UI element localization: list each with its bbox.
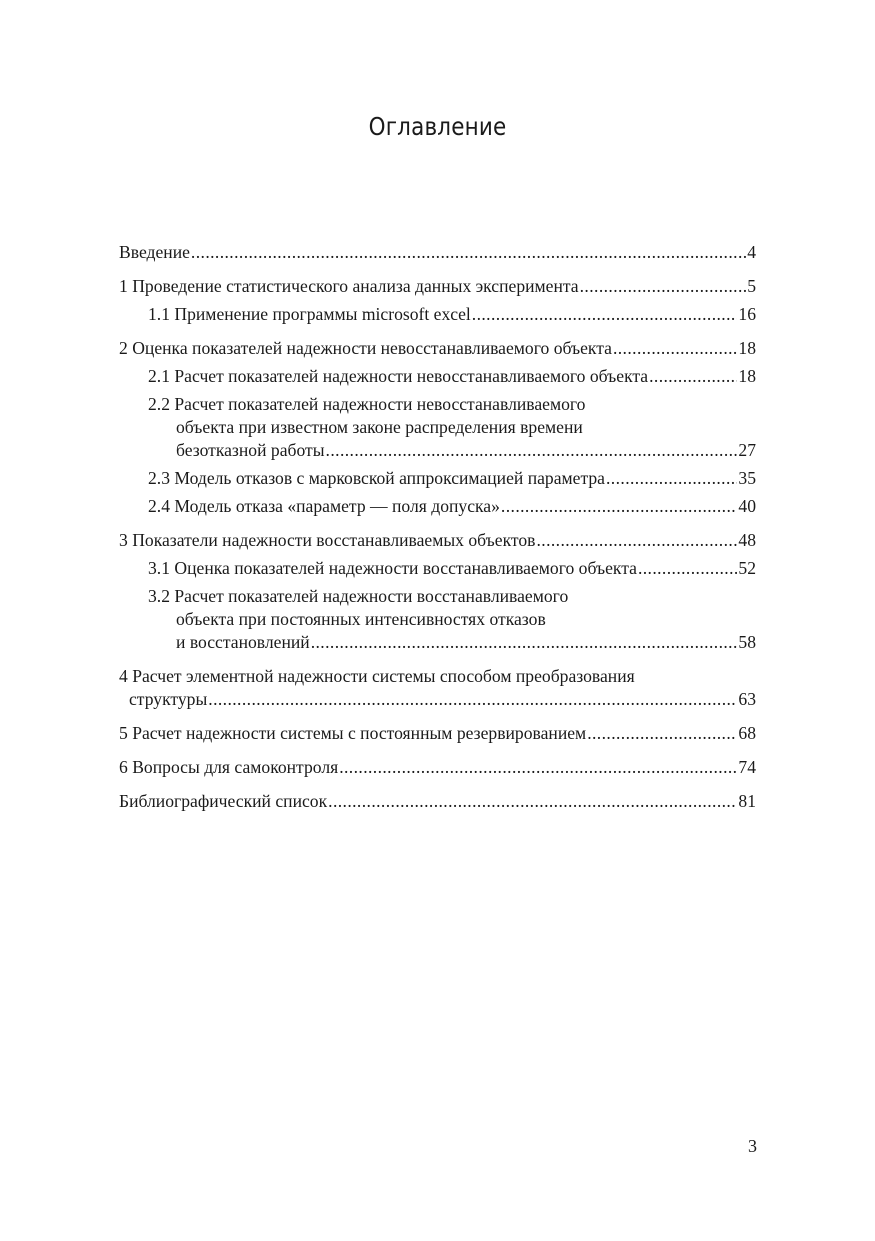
toc-entry-label-line-2: объекта при постоянных интенсивностях отказов	[176, 609, 546, 629]
toc-entry-label: 1.1 Применение программы microsoft excel	[148, 304, 471, 324]
toc-entry-page: 68	[738, 723, 756, 743]
toc-leader-dots	[191, 241, 746, 264]
toc-entry-page: 4	[747, 242, 756, 262]
toc-leader-dots	[638, 557, 737, 580]
toc-entry-page: 18	[738, 366, 756, 386]
toc-entry-bibliography[interactable]	[119, 790, 756, 813]
table-of-contents	[119, 241, 756, 813]
toc-entry-section-6[interactable]	[119, 756, 756, 779]
toc-leader-dots	[328, 790, 737, 813]
toc-entry-label: 2.3 Модель отказов с марковской аппроксимацией параметра	[148, 468, 605, 488]
toc-entry-section-2[interactable]	[119, 337, 756, 360]
toc-entry-page: 40	[738, 496, 756, 516]
toc-entry-section-2-3[interactable]	[119, 467, 756, 490]
toc-entry-label-line-3: и восстановлений	[176, 632, 310, 652]
toc-leader-dots	[311, 631, 738, 654]
toc-entry-label: Введение	[119, 242, 190, 262]
toc-entry-label-line-3: безотказной работы	[176, 440, 325, 460]
toc-leader-dots	[501, 495, 737, 518]
toc-entry-section-2-1[interactable]	[119, 365, 756, 388]
toc-entry-page: 18	[738, 338, 756, 358]
toc-entry-section-3-2[interactable]	[119, 585, 756, 654]
toc-entry-intro[interactable]	[119, 241, 756, 264]
toc-entry-section-2-2[interactable]	[119, 393, 756, 462]
toc-leader-dots	[587, 722, 737, 745]
toc-entry-label-line-1: 2.2 Расчет показателей надежности невосстанавливаемого	[148, 394, 586, 414]
toc-entry-page: 5	[747, 276, 756, 296]
toc-entry-page: 52	[738, 558, 756, 578]
toc-leader-dots	[536, 529, 737, 552]
toc-entry-label: 1 Проведение статистического анализа данных эксперимента	[119, 276, 579, 296]
page-title: Оглавление	[368, 112, 507, 141]
toc-entry-label-line-2: объекта при известном законе распределения времени	[176, 417, 583, 437]
toc-entry-label: 3.1 Оценка показателей надежности восстанавливаемого объекта	[148, 558, 637, 578]
toc-entry-label: 2.4 Модель отказа «параметр — поля допуска»	[148, 496, 500, 516]
toc-entry-page: 48	[738, 530, 756, 550]
toc-entry-label-line-1: 4 Расчет элементной надежности системы способом преобразования	[119, 666, 635, 686]
toc-entry-label: 5 Расчет надежности системы с постоянным резервированием	[119, 723, 587, 743]
toc-entry-label: Библиографический список	[119, 791, 328, 811]
toc-entry-page: 27	[738, 440, 756, 460]
toc-leader-dots	[580, 275, 747, 298]
toc-leader-dots	[649, 365, 737, 388]
toc-entry-label: 3 Показатели надежности восстанавливаемых объектов	[119, 530, 536, 550]
toc-entry-section-1[interactable]	[119, 275, 756, 298]
toc-entry-page: 81	[738, 791, 756, 811]
toc-entry-section-2-4[interactable]	[119, 495, 756, 518]
toc-entry-label-line-1: 3.2 Расчет показателей надежности восстанавливаемого	[148, 586, 569, 606]
toc-entry-label: 2.1 Расчет показателей надежности невосстанавливаемого объекта	[148, 366, 649, 386]
toc-leader-dots	[208, 688, 737, 711]
toc-leader-dots	[326, 439, 738, 462]
toc-entry-label: 2 Оценка показателей надежности невосстанавливаемого объекта	[119, 338, 612, 358]
toc-entry-page: 74	[738, 757, 756, 777]
toc-entry-section-3-1[interactable]	[119, 557, 756, 580]
toc-entry-section-4[interactable]	[119, 665, 756, 711]
toc-leader-dots	[339, 756, 737, 779]
toc-entry-page: 16	[738, 304, 756, 324]
toc-leader-dots	[613, 337, 737, 360]
toc-entry-section-1-1[interactable]	[119, 303, 756, 326]
toc-entry-section-5[interactable]	[119, 722, 756, 745]
toc-leader-dots	[606, 467, 737, 490]
toc-entry-page: 35	[738, 468, 756, 488]
toc-entry-page: 58	[738, 632, 756, 652]
toc-entry-label: 6 Вопросы для самоконтроля	[119, 757, 339, 777]
toc-leader-dots	[472, 303, 738, 326]
toc-entry-page: 63	[738, 689, 756, 709]
toc-entry-label-line-2: структуры	[129, 689, 208, 709]
toc-entry-section-3[interactable]	[119, 529, 756, 552]
page-number: 3	[748, 1136, 757, 1156]
